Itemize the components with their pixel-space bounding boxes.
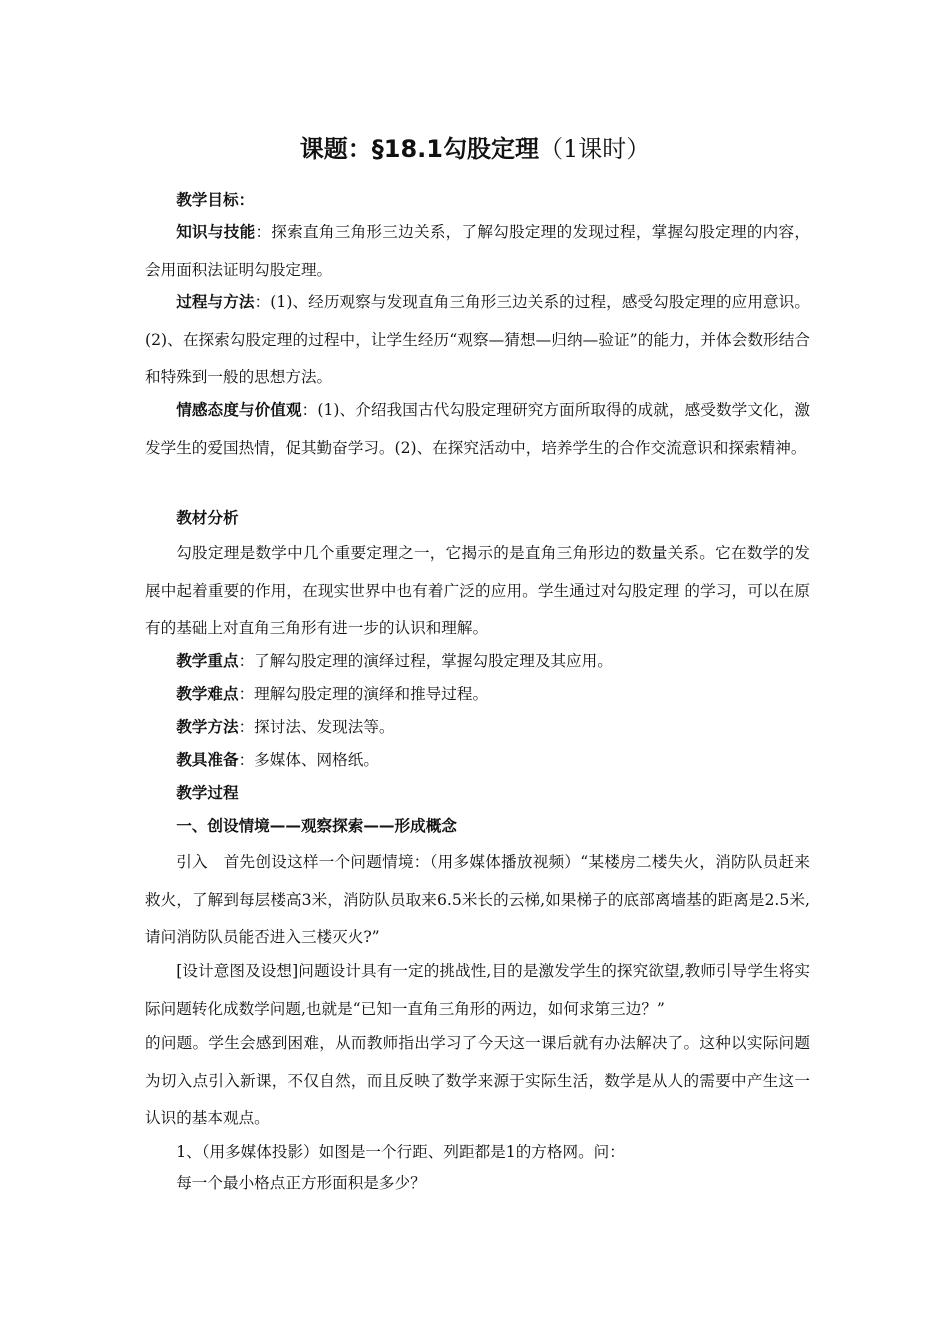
page-title (0, 132, 950, 166)
emotion-text: ：(1)、介绍我国古代勾股定理研究方面所取得的成就，感受数学文化，激发学生的爱国热情，促其勤奋学习。(2)、在探究活动中，培养学生的合作交流意识和探索精神。 (145, 401, 810, 457)
process-heading (145, 775, 810, 813)
emotion-paragraph (145, 392, 810, 467)
difficulty-label: 教学难点 (176, 685, 239, 703)
title-sub: （1课时） (538, 135, 651, 163)
method-label: 教学方法 (176, 718, 239, 736)
section1-heading-text: 一、创设情境——观察探索——形成概念 (176, 817, 457, 835)
process-paragraph (145, 284, 810, 397)
item1-paragraph: 1、（用多媒体投影）如图是一个行距、列距都是1的方格网。问： (176, 1143, 625, 1161)
intro-paragraph: 引入 首先创设这样一个问题情境：（用多媒体播放视频）“某楼房二楼失火，消防队员赶来救火，了解到每层楼高3米，消防队员取来6.5米长的云梯,如果梯子的底部离墙基的距离是2.5米,请问消防队员能否进入三楼灭火?” (145, 853, 810, 946)
method-paragraph (145, 709, 810, 747)
method-text: ：探讨法、发现法等。 (238, 718, 395, 736)
tools-paragraph (145, 742, 810, 780)
tools-text: ：多媒体、网格纸。 (238, 751, 379, 769)
key-point-paragraph (145, 643, 810, 681)
process-label: 过程与方法 (176, 293, 255, 311)
analysis-paragraph: 勾股定理是数学中几个重要定理之一，它揭示的是直角三角形边的数量关系。它在数学的发展中起着重要的作用，在现实世界中也有着广泛的应用。学生通过对勾股定理 的学习，可以在原有的基础上对直角三角形有进一步的认识和理解。 (145, 544, 810, 637)
emotion-label: 情感态度与价值观 (176, 401, 302, 419)
tools-label: 教具准备 (176, 751, 239, 769)
knowledge-label: 知识与技能 (176, 223, 256, 241)
design-paragraph-a: [设计意图及设想]问题设计具有一定的挑战性,目的是激发学生的探究欲望,教师引导学生将实际问题转化成数学问题,也就是“已知一直角三角形的两边，如何求第三边？” (145, 962, 810, 1018)
section1-heading (145, 808, 810, 846)
question1-paragraph: 每一个最小格点正方形面积是多少？ (176, 1174, 426, 1192)
difficulty-text: ：理解勾股定理的演绎和推导过程。 (238, 685, 489, 703)
key-point-text: ：了解勾股定理的演绎过程，掌握勾股定理及其应用。 (238, 652, 613, 670)
design-paragraph-b: 的问题。学生会感到困难，从而教师指出学习了今天这一课后就有办法解决了。这种以实际问题为切入点引入新课，不仅自然，而且反映了数学来源于实际生活，数学是从人的需要中产生这一认识的基本观点。 (145, 1034, 810, 1127)
knowledge-text: ：探索直角三角形三边关系，了解勾股定理的发现过程，掌握勾股定理的内容，会用面积法证明勾股定理。 (145, 223, 810, 279)
key-point-label: 教学重点 (176, 652, 239, 670)
process-text: ：(1)、经历观察与发现直角三角形三边关系的过程，感受勾股定理的应用意识。(2)、在探索勾股定理的过程中，让学生经历“观察—猜想—归纳—验证”的能力，并体会数形结合和特殊到一般的思想方法。 (145, 293, 810, 386)
difficulty-paragraph (145, 676, 810, 714)
analysis-heading-text: 教材分析 (176, 509, 239, 527)
process-heading-text: 教学过程 (176, 784, 239, 802)
title-main: 课题：§18.1勾股定理 (299, 135, 539, 163)
knowledge-paragraph (145, 214, 810, 289)
objectives-heading-text: 教学目标： (176, 191, 255, 209)
analysis-heading (145, 500, 810, 538)
